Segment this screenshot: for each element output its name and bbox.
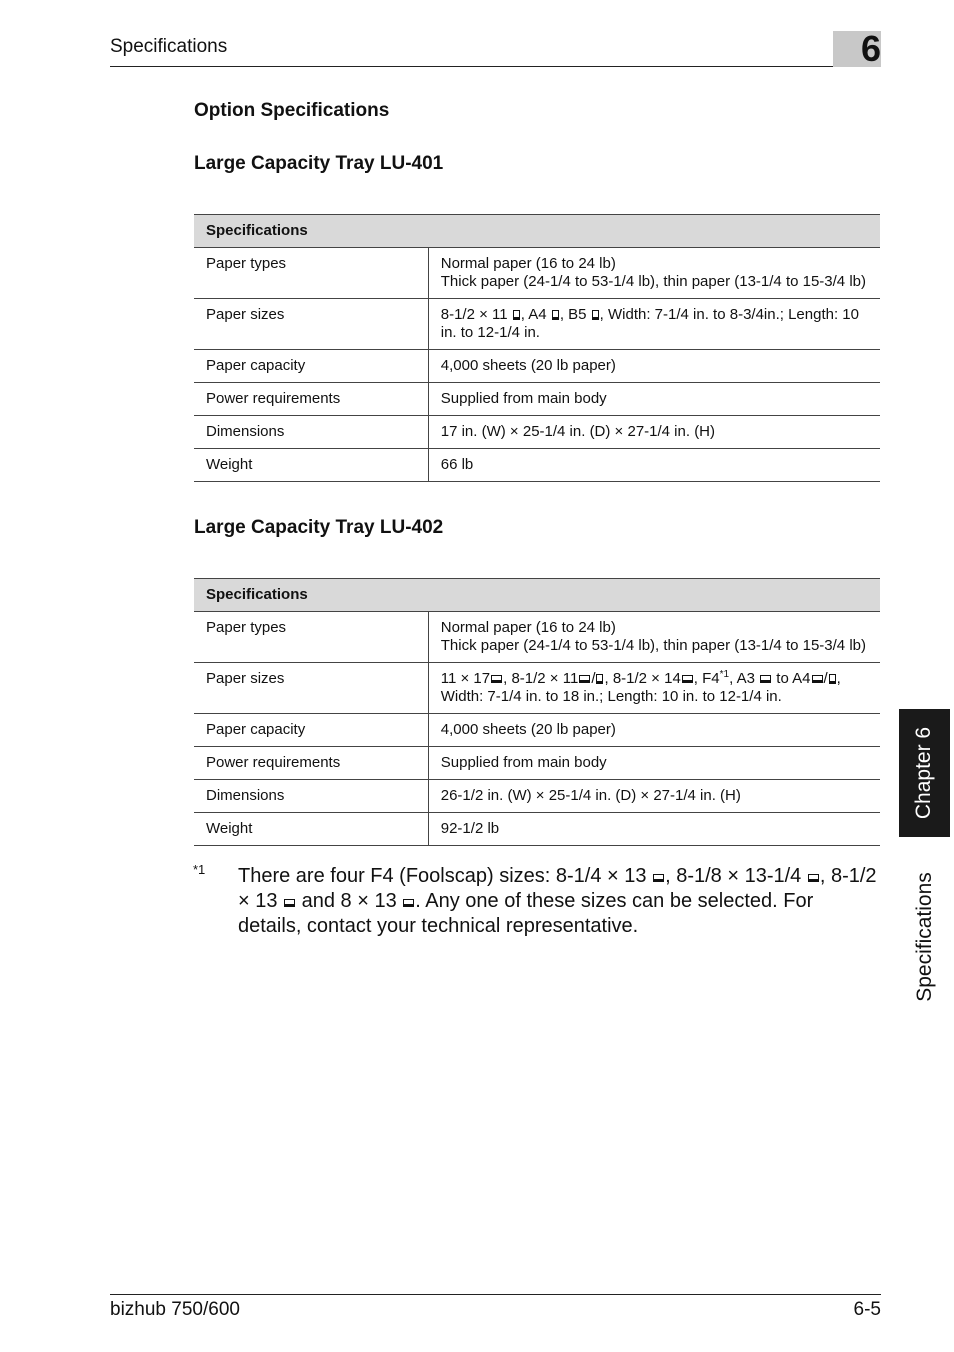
table-header: Specifications [194,215,880,248]
lu401-heading: Large Capacity Tray LU-401 [194,153,444,174]
landscape-paper-icon [682,675,693,683]
chapter-number-box [833,28,881,69]
landscape-paper-icon [808,874,819,882]
row-value [428,612,880,663]
footer-model: bizhub 750/600 [110,1299,240,1320]
landscape-paper-icon [491,675,502,683]
portrait-paper-icon [513,310,520,320]
landscape-paper-icon [284,899,295,907]
running-header-title: Specifications [110,36,228,57]
lu402-heading: Large Capacity Tray LU-402 [194,517,444,538]
table-row [194,813,880,846]
paper-types-normal: Normal paper (16 to 24 lb) [440,619,616,636]
footer-page-number: 6-5 [853,1299,881,1320]
row-label: Weight [194,813,428,846]
table-row [194,612,880,663]
table-row [194,747,880,780]
row-label: Dimensions [194,416,428,449]
section-side-tab [899,837,950,1037]
chapter-side-label: Chapter 6 [912,726,936,820]
row-value: 8-1/2 × 11 , A4 , B5 , Width: 7-1/4 in. to 8-3/4in.; Length: 10 in. to 12-1/4 in. [428,299,880,350]
row-label: Dimensions [194,780,428,813]
row-value: Supplied from main body [428,383,880,416]
row-label: Paper types [194,612,428,663]
portrait-paper-icon [829,674,836,684]
landscape-paper-icon [579,675,590,683]
lu401-spec-table [194,214,880,482]
row-label: Paper sizes [194,663,428,714]
row-label: Power requirements [194,383,428,416]
row-label: Paper types [194,248,428,299]
table-header: Specifications [194,579,880,612]
landscape-paper-icon [812,675,823,683]
table-row [194,299,880,350]
row-label: Paper capacity [194,714,428,747]
chapter-side-tab [899,709,950,837]
section-title: Option Specifications [194,100,390,121]
table-row [194,416,880,449]
row-value: 4,000 sheets (20 lb paper) [428,350,880,383]
row-value [428,248,880,299]
table-row [194,780,880,813]
footnote-ref: *1 [719,669,730,680]
row-label: Paper capacity [194,350,428,383]
table-row [194,714,880,747]
row-value: 92-1/2 lb [428,813,880,846]
footnote-text: There are four F4 (Foolscap) sizes: 8-1/4 × 13 , 8-1/8 × 13-1/4 , 8-1/2 × 13 and 8 × 13 . Any one of these sizes can be selected. For details, contact your technical representative. [238,865,877,937]
section-side-label: Specifications [912,872,936,1002]
header-rule [110,66,881,67]
row-value: 26-1/2 in. (W) × 25-1/4 in. (D) × 27-1/4 in. (H) [428,780,880,813]
row-label: Power requirements [194,747,428,780]
table-row [194,663,880,714]
portrait-paper-icon [596,674,603,684]
paper-types-thick: Thick paper (24-1/4 to 53-1/4 lb), thin paper (13-1/4 to 15-3/4 lb) [440,637,866,654]
paper-types-thick: Thick paper (24-1/4 to 53-1/4 lb), thin paper (13-1/4 to 15-3/4 lb) [440,273,866,290]
row-value: Supplied from main body [428,747,880,780]
footnote-mark: *1 [193,862,206,877]
row-label: Paper sizes [194,299,428,350]
row-label: Weight [194,449,428,482]
lu402-spec-table [194,578,880,846]
row-value: 17 in. (W) × 25-1/4 in. (D) × 27-1/4 in. (H) [428,416,880,449]
table-row [194,383,880,416]
chapter-number: 6 [860,28,881,69]
footer-rule [110,1294,881,1295]
table-row [194,449,880,482]
table-row [194,350,880,383]
portrait-paper-icon [592,310,599,320]
row-value: 4,000 sheets (20 lb paper) [428,714,880,747]
portrait-paper-icon [552,310,559,320]
row-value: 66 lb [428,449,880,482]
landscape-paper-icon [403,899,414,907]
table-row [194,248,880,299]
paper-types-normal: Normal paper (16 to 24 lb) [440,255,616,272]
row-value: 11 × 17 , 8-1/2 × 11 / , 8-1/2 × 14 , F4$^{*1}$, A3 to A4 / , Width: 7-1/4 in. to 18 in.; Length: 10 in. to 12-1/4 in. [428,663,880,714]
landscape-paper-icon [653,874,664,882]
landscape-paper-icon [760,675,771,683]
